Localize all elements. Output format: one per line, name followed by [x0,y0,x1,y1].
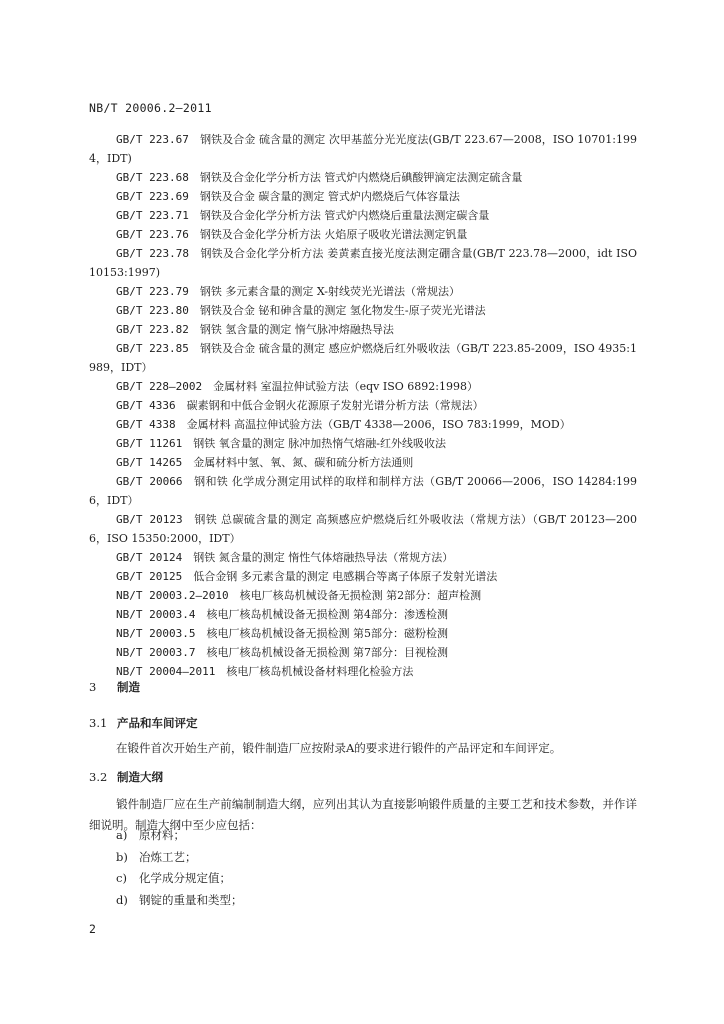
section-number: 3.1 [89,716,108,730]
section-title: 产品和车间评定 [117,716,198,730]
list-item [116,847,243,869]
reference-item [89,605,637,624]
reference-title: 钢铁 多元素含量的测定 X-射线荧光光谱法（常规法） [199,285,461,298]
reference-code: GB/T 223.69 [116,190,189,203]
paragraph-text: 在锻件首次开始生产前，锻件制造厂应按附录A的要求进行锻件的产品评定和车间评定。 [116,741,562,755]
reference-item [89,453,637,472]
reference-title: 核电厂核岛机械设备无损检测 第5部分：磁粉检测 [206,627,448,640]
reference-title: 钢和铁 化学成分测定用试样的取样和制样方法（GB/T 20066—2006，ISO 14284:1996，IDT） [89,475,637,507]
reference-title: 钢铁及合金化学分析方法 管式炉内燃烧后碘酸钾滴定法测定硫含量 [199,171,523,184]
list-item-text: 冶炼工艺； [139,849,197,864]
reference-title: 金属材料中氢、氧、氮、碳和硫分析方法通则 [193,456,414,469]
reference-code: GB/T 223.80 [116,304,189,317]
reference-title: 钢铁及合金化学分析方法 姜黄素直接光度法测定硼含量(GB/T 223.78—2000，idt ISO 10153:1997) [89,247,638,279]
list-item-text: 原材料； [139,828,185,842]
reference-code: GB/T 223.79 [116,285,189,298]
reference-title: 低合金钢 多元素含量的测定 电感耦合等离子体原子发射光谱法 [193,570,498,583]
reference-code: GB/T 223.67 [116,133,189,146]
list-marker: a) [116,828,128,842]
reference-code: GB/T 223.82 [116,323,189,336]
reference-title: 钢铁及合金 硫含量的测定 感应炉燃烧后红外吸收法（GB/T 223.85-2009，ISO 4935:1989，IDT） [89,342,637,374]
list-item [116,825,243,847]
reference-title: 钢铁及合金 碳含量的测定 管式炉内燃烧后气体容量法 [199,190,460,203]
reference-title: 核电厂核岛机械设备无损检测 第7部分：目视检测 [206,646,448,659]
section-number: 3.2 [89,770,108,784]
reference-title: 钢铁及合金 铋和砷含量的测定 氢化物发生-原子荧光光谱法 [199,304,486,317]
reference-item [89,244,637,282]
reference-title: 核电厂核岛机械设备无损检测 第4部分：渗透检测 [206,608,448,621]
section-3-1-heading [89,715,198,731]
reference-code: GB/T 4338 [116,418,176,431]
reference-title: 核电厂核岛机械设备材料理化检验方法 [226,665,414,678]
normative-references-list [89,130,637,681]
reference-item [89,472,637,510]
reference-item [89,434,637,453]
reference-item [89,643,637,662]
section-title: 制造大纲 [117,770,163,784]
reference-title: 钢铁 氧含量的测定 脉冲加热惰气熔融-红外线吸收法 [193,437,446,450]
section-3-2-heading [89,769,163,785]
reference-code: GB/T 223.76 [116,228,189,241]
reference-item [89,339,637,377]
reference-code: GB/T 20123 [116,513,183,526]
reference-code: GB/T 223.68 [116,171,189,184]
reference-code: GB/T 11261 [116,437,183,450]
reference-code: GB/T 14265 [116,456,183,469]
reference-item [89,187,637,206]
reference-item [89,130,637,168]
list-marker: b) [116,849,128,864]
reference-code: NB/T 20003.2—2010 [116,589,229,602]
section-3-heading [89,679,140,695]
reference-code: GB/T 223.78 [116,247,190,260]
reference-code: GB/T 20125 [116,570,183,583]
reference-item [89,320,637,339]
reference-title: 钢铁及合金化学分析方法 火焰原子吸收光谱法测定钒量 [199,228,468,241]
manufacturing-outline-list [116,825,243,911]
reference-code: GB/T 223.71 [116,209,189,222]
reference-title: 核电厂核岛机械设备无损检测 第2部分：超声检测 [239,589,482,602]
reference-code: GB/T 223.85 [116,342,189,355]
reference-item [89,396,637,415]
reference-item [89,586,637,605]
paragraph-text: 锻件制造厂应在生产前编制制造大纲，应列出其认为直接影响锻件质量的主要工艺和技术参数，并作详细说明。制造大纲中至少应包括： [89,797,637,832]
reference-title: 钢铁 氮含量的测定 惰性气体熔融热导法（常规方法） [193,551,454,564]
reference-title: 金属材料 高温拉伸试验方法（GB/T 4338—2006，ISO 783:1999，MOD） [186,418,571,431]
reference-title: 金属材料 室温拉伸试验方法（eqv ISO 6892:1998） [213,380,478,393]
list-item-text: 化学成分规定值； [139,871,231,885]
reference-code: NB/T 20003.5 [116,627,196,640]
reference-title: 钢铁 氢含量的测定 惰气脉冲熔融热导法 [199,323,394,336]
reference-item [89,282,637,301]
reference-code: GB/T 4336 [116,399,176,412]
reference-item [89,168,637,187]
reference-title: 碳素钢和中低合金钢火花源原子发射光谱分析方法（常规法） [186,399,484,412]
reference-code: GB/T 20124 [116,551,183,564]
reference-item [89,377,637,396]
section-3-1-paragraph [89,738,637,759]
reference-item [89,662,637,681]
section-number: 3 [89,680,97,694]
reference-code: GB/T 228—2002 [116,380,203,393]
reference-item [89,415,637,434]
list-marker: c) [116,871,127,885]
reference-item [89,510,637,548]
list-marker: d) [116,892,128,907]
reference-item [89,301,637,320]
list-item [116,868,243,890]
section-title: 制造 [117,680,140,694]
reference-title: 钢铁及合金化学分析方法 管式炉内燃烧后重量法测定碳含量 [199,209,490,222]
reference-code: NB/T 20004—2011 [116,665,216,678]
reference-title: 钢铁 总碳硫含量的测定 高频感应炉燃烧后红外吸收法（常规方法）（GB/T 20123—2006，ISO 15350:2000，IDT） [89,513,638,545]
reference-item [89,206,637,225]
list-item [116,890,243,912]
reference-item [89,624,637,643]
standard-number-header: NB/T 20006.2—2011 [89,101,212,115]
reference-code: NB/T 20003.4 [116,608,196,621]
reference-title: 钢铁及合金 硫含量的测定 次甲基蓝分光光度法(GB/T 223.67—2008，ISO 10701:1994，IDT) [89,133,637,165]
reference-item [89,548,637,567]
reference-code: NB/T 20003.7 [116,646,196,659]
reference-item [89,567,637,586]
list-item-text: 钢锭的重量和类型； [139,892,243,907]
page-number: 2 [89,922,96,936]
reference-item [89,225,637,244]
reference-code: GB/T 20066 [116,475,183,488]
